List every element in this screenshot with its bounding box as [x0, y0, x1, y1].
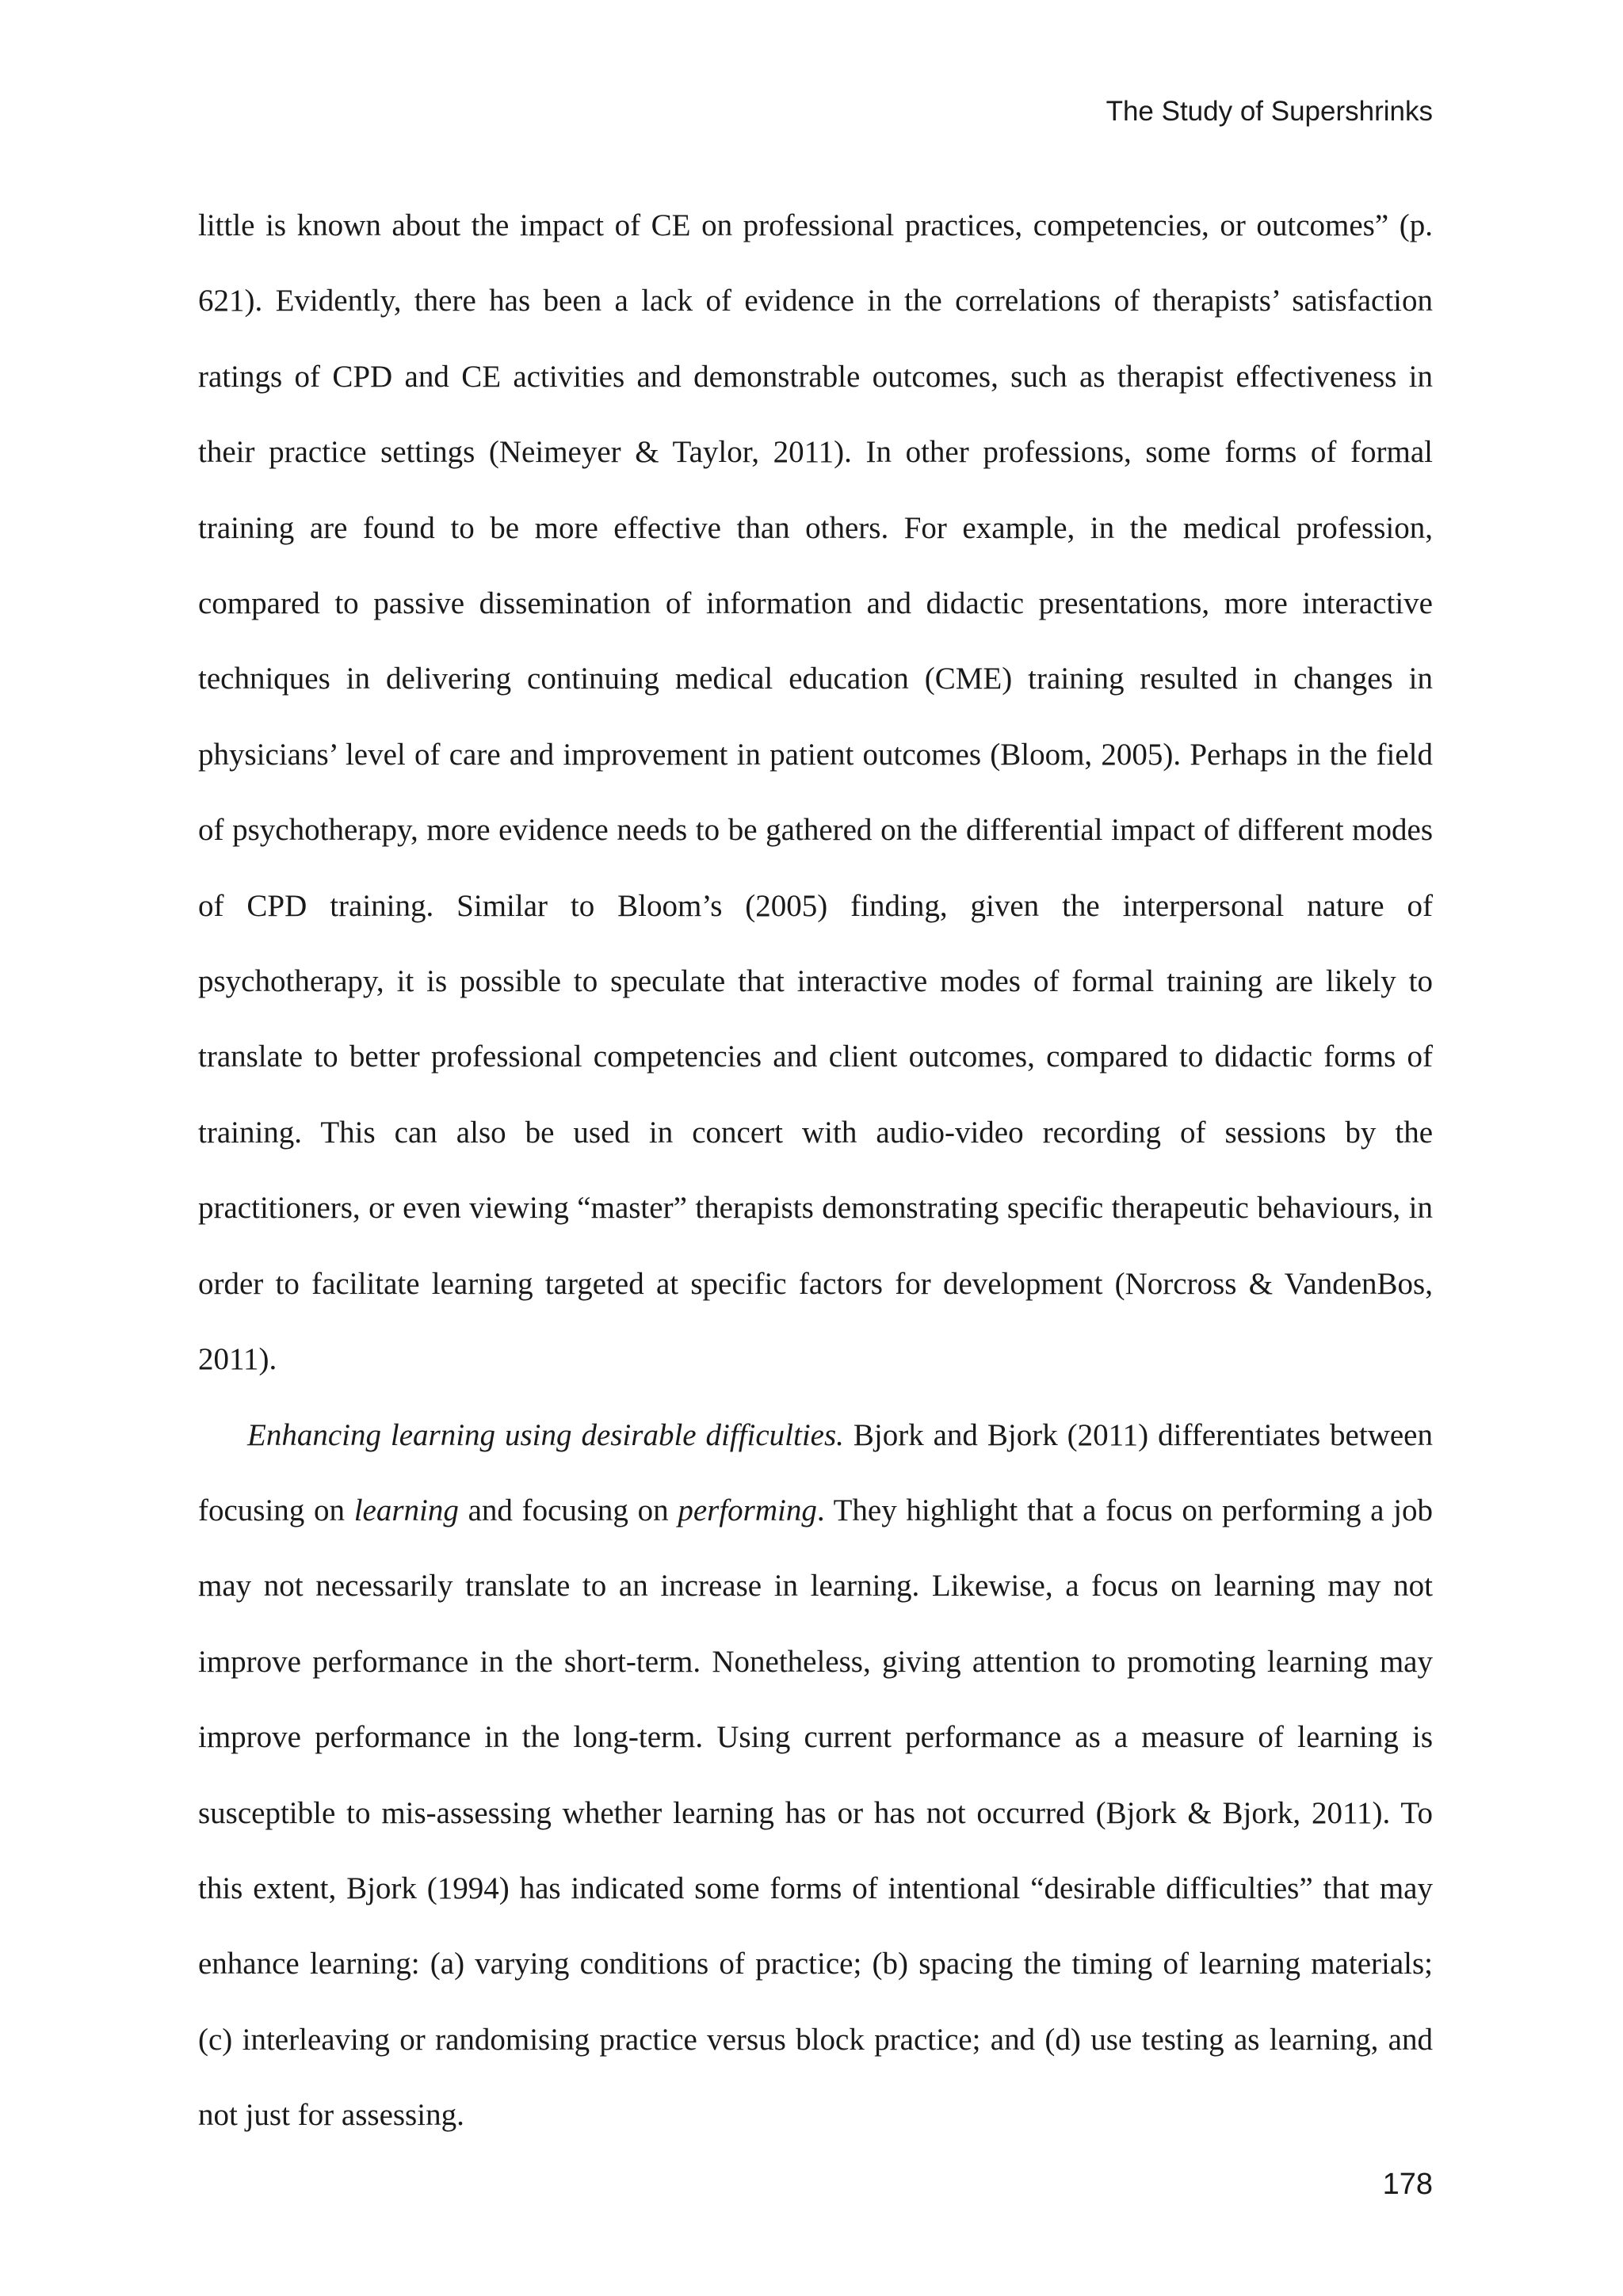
- section-heading-desirable-difficulties: Enhancing learning using desirable difficulties.: [247, 1417, 844, 1452]
- page-number: 178: [1382, 2168, 1433, 2201]
- paragraph-text-segment: Bjork and Bjork (2011) differentiates between focusing on: [198, 1417, 1433, 1527]
- paragraph-text-segment: and focusing on: [458, 1493, 678, 1527]
- paragraph-continuing-education: little is known about the impact of CE on professional practices, competencies, or outcomes” (p. 621). Evidently, there has been a lack of evidence in the correlations of therapists’ satisfaction ratings of CPD and CE activities and demonstrable outcomes, such as therapist effectiveness in their practice settings (Neimeyer & Taylor, 2011). In other professions, some forms of formal training are found to be more effective than others. For example, in the medical profession, compared to passive dissemination of information and didactic presentations, more interactive techniques in delivering continuing medical education (CME) training resulted in changes in physicians’ level of care and improvement in patient outcomes (Bloom, 2005). Perhaps in the field of psychotherapy, more evidence needs to be gathered on the differential impact of different modes of CPD training. Similar to Bloom’s (2005) finding, given the interpersonal nature of psychotherapy, it is possible to speculate that interactive modes of formal training are likely to translate to better professional competencies and client outcomes, compared to didactic forms of training. This can also be used in concert with audio-video recording of sessions by the practitioners, or even viewing “master” therapists demonstrating specific therapeutic behaviours, in order to facilitate learning targeted at specific factors for development (Norcross & VandenBos, 2011).: [198, 208, 1433, 1377]
- emphasis-learning: learning: [353, 1493, 459, 1527]
- emphasis-performing: performing: [678, 1493, 817, 1527]
- running-header-title: The Study of Supershrinks: [1106, 96, 1433, 127]
- paragraph-desirable-difficulties: [198, 1398, 1433, 2153]
- body-text: [198, 188, 1433, 2153]
- paragraph-text-segment: . They highlight that a focus on performing a job may not necessarily translate to an increase in learning. Likewise, a focus on learning may not improve performance in the short-term. Nonetheless, giving attention to promoting learning may improve performance in the long-term. Using current performance as a measure of learning is susceptible to mis-assessing whether learning has or has not occurred (Bjork & Bjork, 2011). To this extent, Bjork (1994) has indicated some forms of intentional “desirable difficulties” that may enhance learning: (a) varying conditions of practice; (b) spacing the timing of learning materials; (c) interleaving or randomising practice versus block practice; and (d) use testing as learning, and not just for assessing.: [198, 1493, 1434, 2133]
